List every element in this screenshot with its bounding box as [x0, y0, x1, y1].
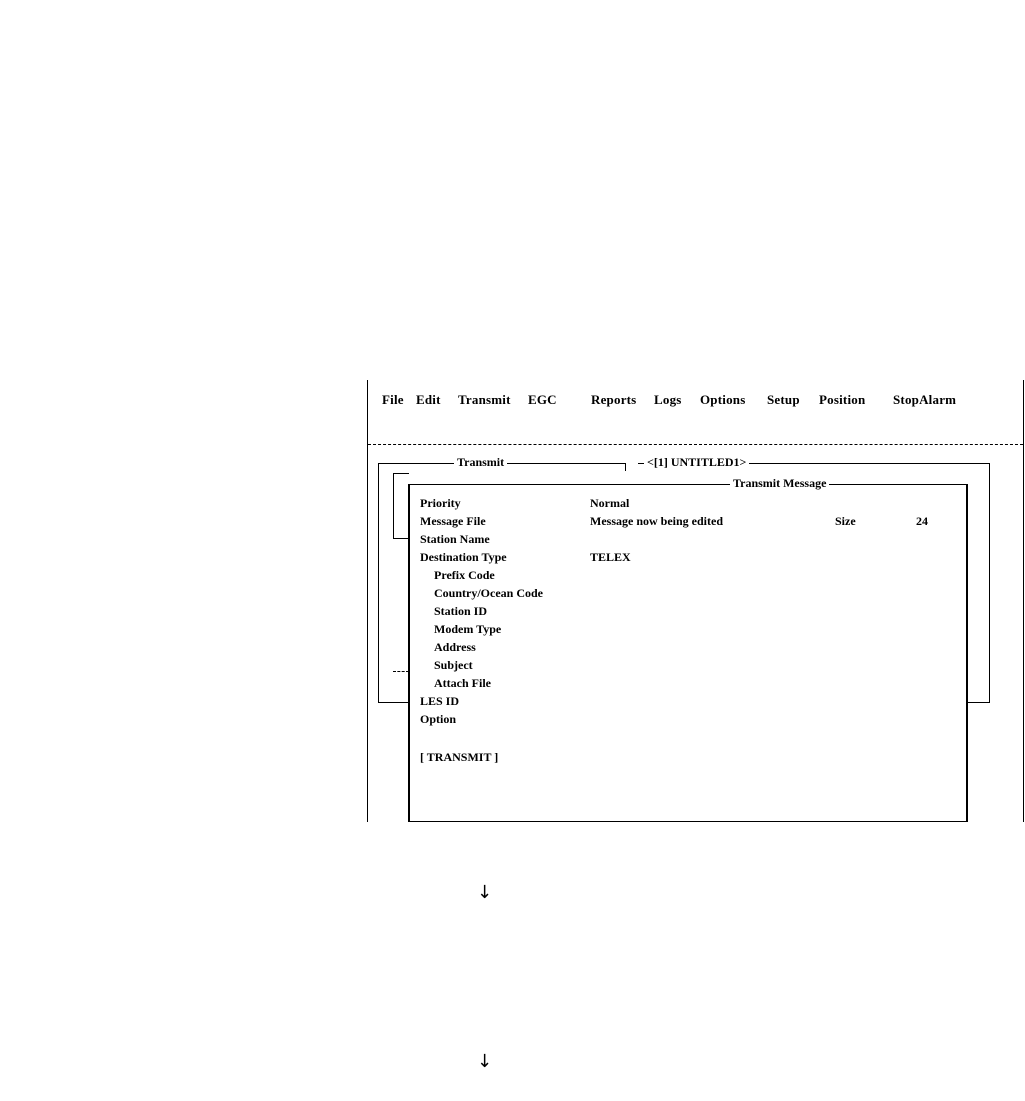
destination-type-value[interactable]: TELEX [590, 550, 631, 564]
down-arrow-icon: ↓ [477, 882, 493, 903]
size-value: 24 [916, 514, 928, 528]
message-file-label[interactable]: Message File [420, 514, 486, 528]
menu-file[interactable]: File [382, 392, 404, 407]
priority-label[interactable]: Priority [420, 496, 461, 510]
subject-label[interactable]: Subject [434, 658, 473, 672]
menu-bar [368, 380, 1023, 420]
address-label[interactable]: Address [434, 640, 476, 654]
submenu-bottom-border [393, 538, 409, 539]
priority-value[interactable]: Normal [590, 496, 630, 510]
prefix-code-label[interactable]: Prefix Code [434, 568, 495, 582]
terminal-screen [367, 380, 1024, 822]
transmit-window-left-border [378, 463, 379, 703]
transmit-window-bottom-border [378, 702, 410, 703]
transmit-button[interactable]: [ TRANSMIT ] [420, 750, 499, 764]
menu-options[interactable]: Options [700, 392, 746, 407]
menu-separator [368, 444, 1023, 445]
menu-transmit[interactable]: Transmit [458, 392, 511, 407]
size-label: Size [835, 514, 856, 528]
les-id-label[interactable]: LES ID [420, 694, 460, 708]
modem-type-label[interactable]: Modem Type [434, 622, 502, 636]
document-window-title: <[1] UNTITLED1> [644, 455, 749, 470]
menu-setup[interactable]: Setup [767, 392, 800, 407]
transmit-message-dialog [408, 476, 968, 822]
menu-stopalarm[interactable]: StopAlarm [893, 392, 957, 407]
document-window-right-border [989, 463, 990, 703]
menu-reports[interactable]: Reports [591, 392, 637, 407]
transmit-window-title: Transmit [454, 455, 507, 470]
country-ocean-code-label[interactable]: Country/Ocean Code [434, 586, 543, 600]
menu-logs[interactable]: Logs [654, 392, 682, 407]
option-label[interactable]: Option [420, 712, 457, 726]
transmit-window-right-tick [625, 463, 626, 471]
submenu-top-border [393, 473, 409, 474]
message-file-value[interactable]: Message now being edited [590, 514, 723, 528]
station-name-label[interactable]: Station Name [420, 532, 490, 546]
menu-position[interactable]: Position [819, 392, 866, 407]
menu-edit[interactable]: Edit [416, 392, 441, 407]
submenu-left-border [393, 473, 394, 539]
station-id-label[interactable]: Station ID [434, 604, 488, 618]
destination-type-label[interactable]: Destination Type [420, 550, 507, 564]
dialog-title: Transmit Message [730, 476, 829, 491]
down-arrow-icon: ↓ [477, 1051, 493, 1072]
menu-egc[interactable]: EGC [528, 392, 557, 407]
submenu-dashed-divider [393, 671, 409, 672]
attach-file-label[interactable]: Attach File [434, 676, 491, 690]
